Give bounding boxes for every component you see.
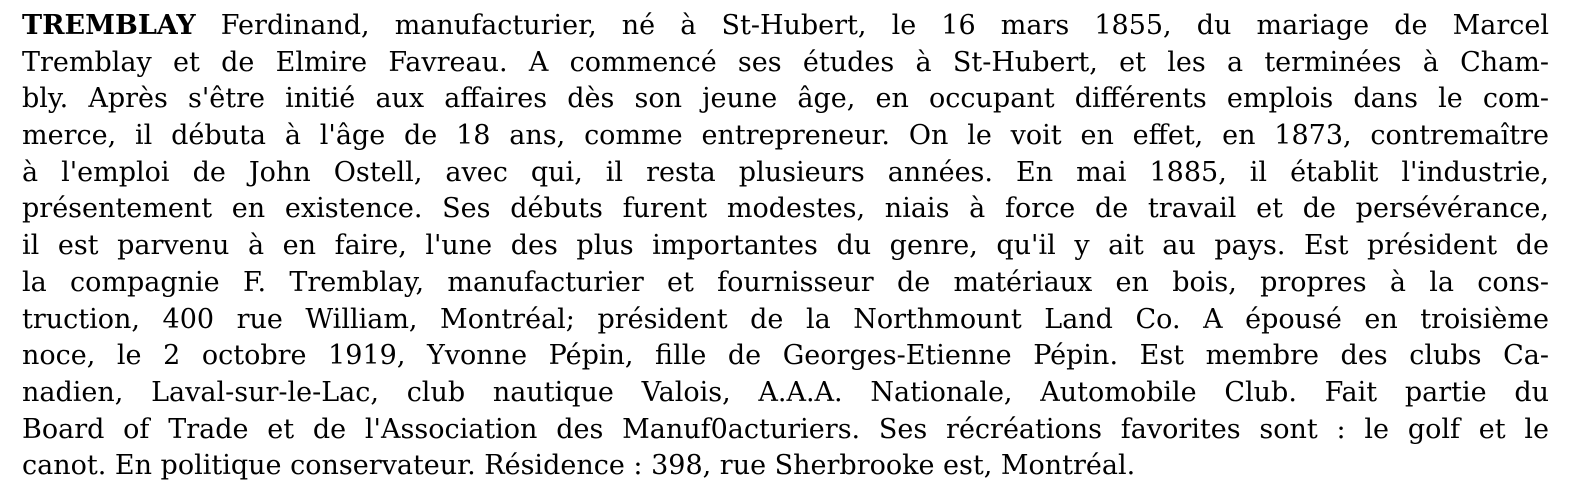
text-line: la compagnie F. Tremblay, manufacturier et fournisseur de matériaux en bois, propres à la cons-: [22, 266, 1549, 298]
text-line: à l'emploi de John Ostell, avec qui, il resta plusieurs années. En mai 1885, il établit l'industrie,: [22, 156, 1549, 188]
text-line: noce, le 2 octobre 1919, Yvonne Pépin, fille de Georges-Etienne Pépin. Est membre des clubs Ca-: [22, 340, 1549, 372]
text-line: bly. Après s'être initié aux affaires dès son jeune âge, en occupant différents emplois dans le com-: [22, 83, 1549, 115]
text-line: [22, 8, 1549, 45]
text-line: canot. En politique conservateur. Résidence : 398, rue Sherbrooke est, Montréal.: [22, 450, 1136, 482]
text-line: Tremblay et de Elmire Favreau. A commencé ses études à St-Hubert, et les a terminées à Cham-: [22, 46, 1549, 78]
text-line: nadien, Laval-sur-le-Lac, club nautique Valois, A.A.A. Nationale, Automobile Club. Fait partie du: [22, 376, 1549, 408]
text-line-content: Ferdinand, manufacturier, né à St-Hubert, le 16 mars 1855, du mariage de Marcel: [220, 10, 1549, 41]
text-line: il est parvenu à en faire, l'une des plus importantes du genre, qu'il y ait au pays. Est président de: [22, 230, 1549, 262]
text-line: truction, 400 rue William, Montréal; président de la Northmount Land Co. A épousé en troisième: [22, 303, 1549, 335]
text-line: merce, il débuta à l'âge de 18 ans, comme entrepreneur. On le voit en effet, en 1873, contremaître: [22, 120, 1549, 152]
biography-entry: [22, 8, 1549, 485]
entry-surname: TREMBLAY: [22, 10, 196, 41]
text-line: présentement en existence. Ses débuts furent modestes, niais à force de travail et de persévérance,: [22, 193, 1549, 225]
text-line: Board of Trade et de l'Association des Manuf0acturiers. Ses récréations favorites sont : le golf et le: [22, 413, 1549, 445]
